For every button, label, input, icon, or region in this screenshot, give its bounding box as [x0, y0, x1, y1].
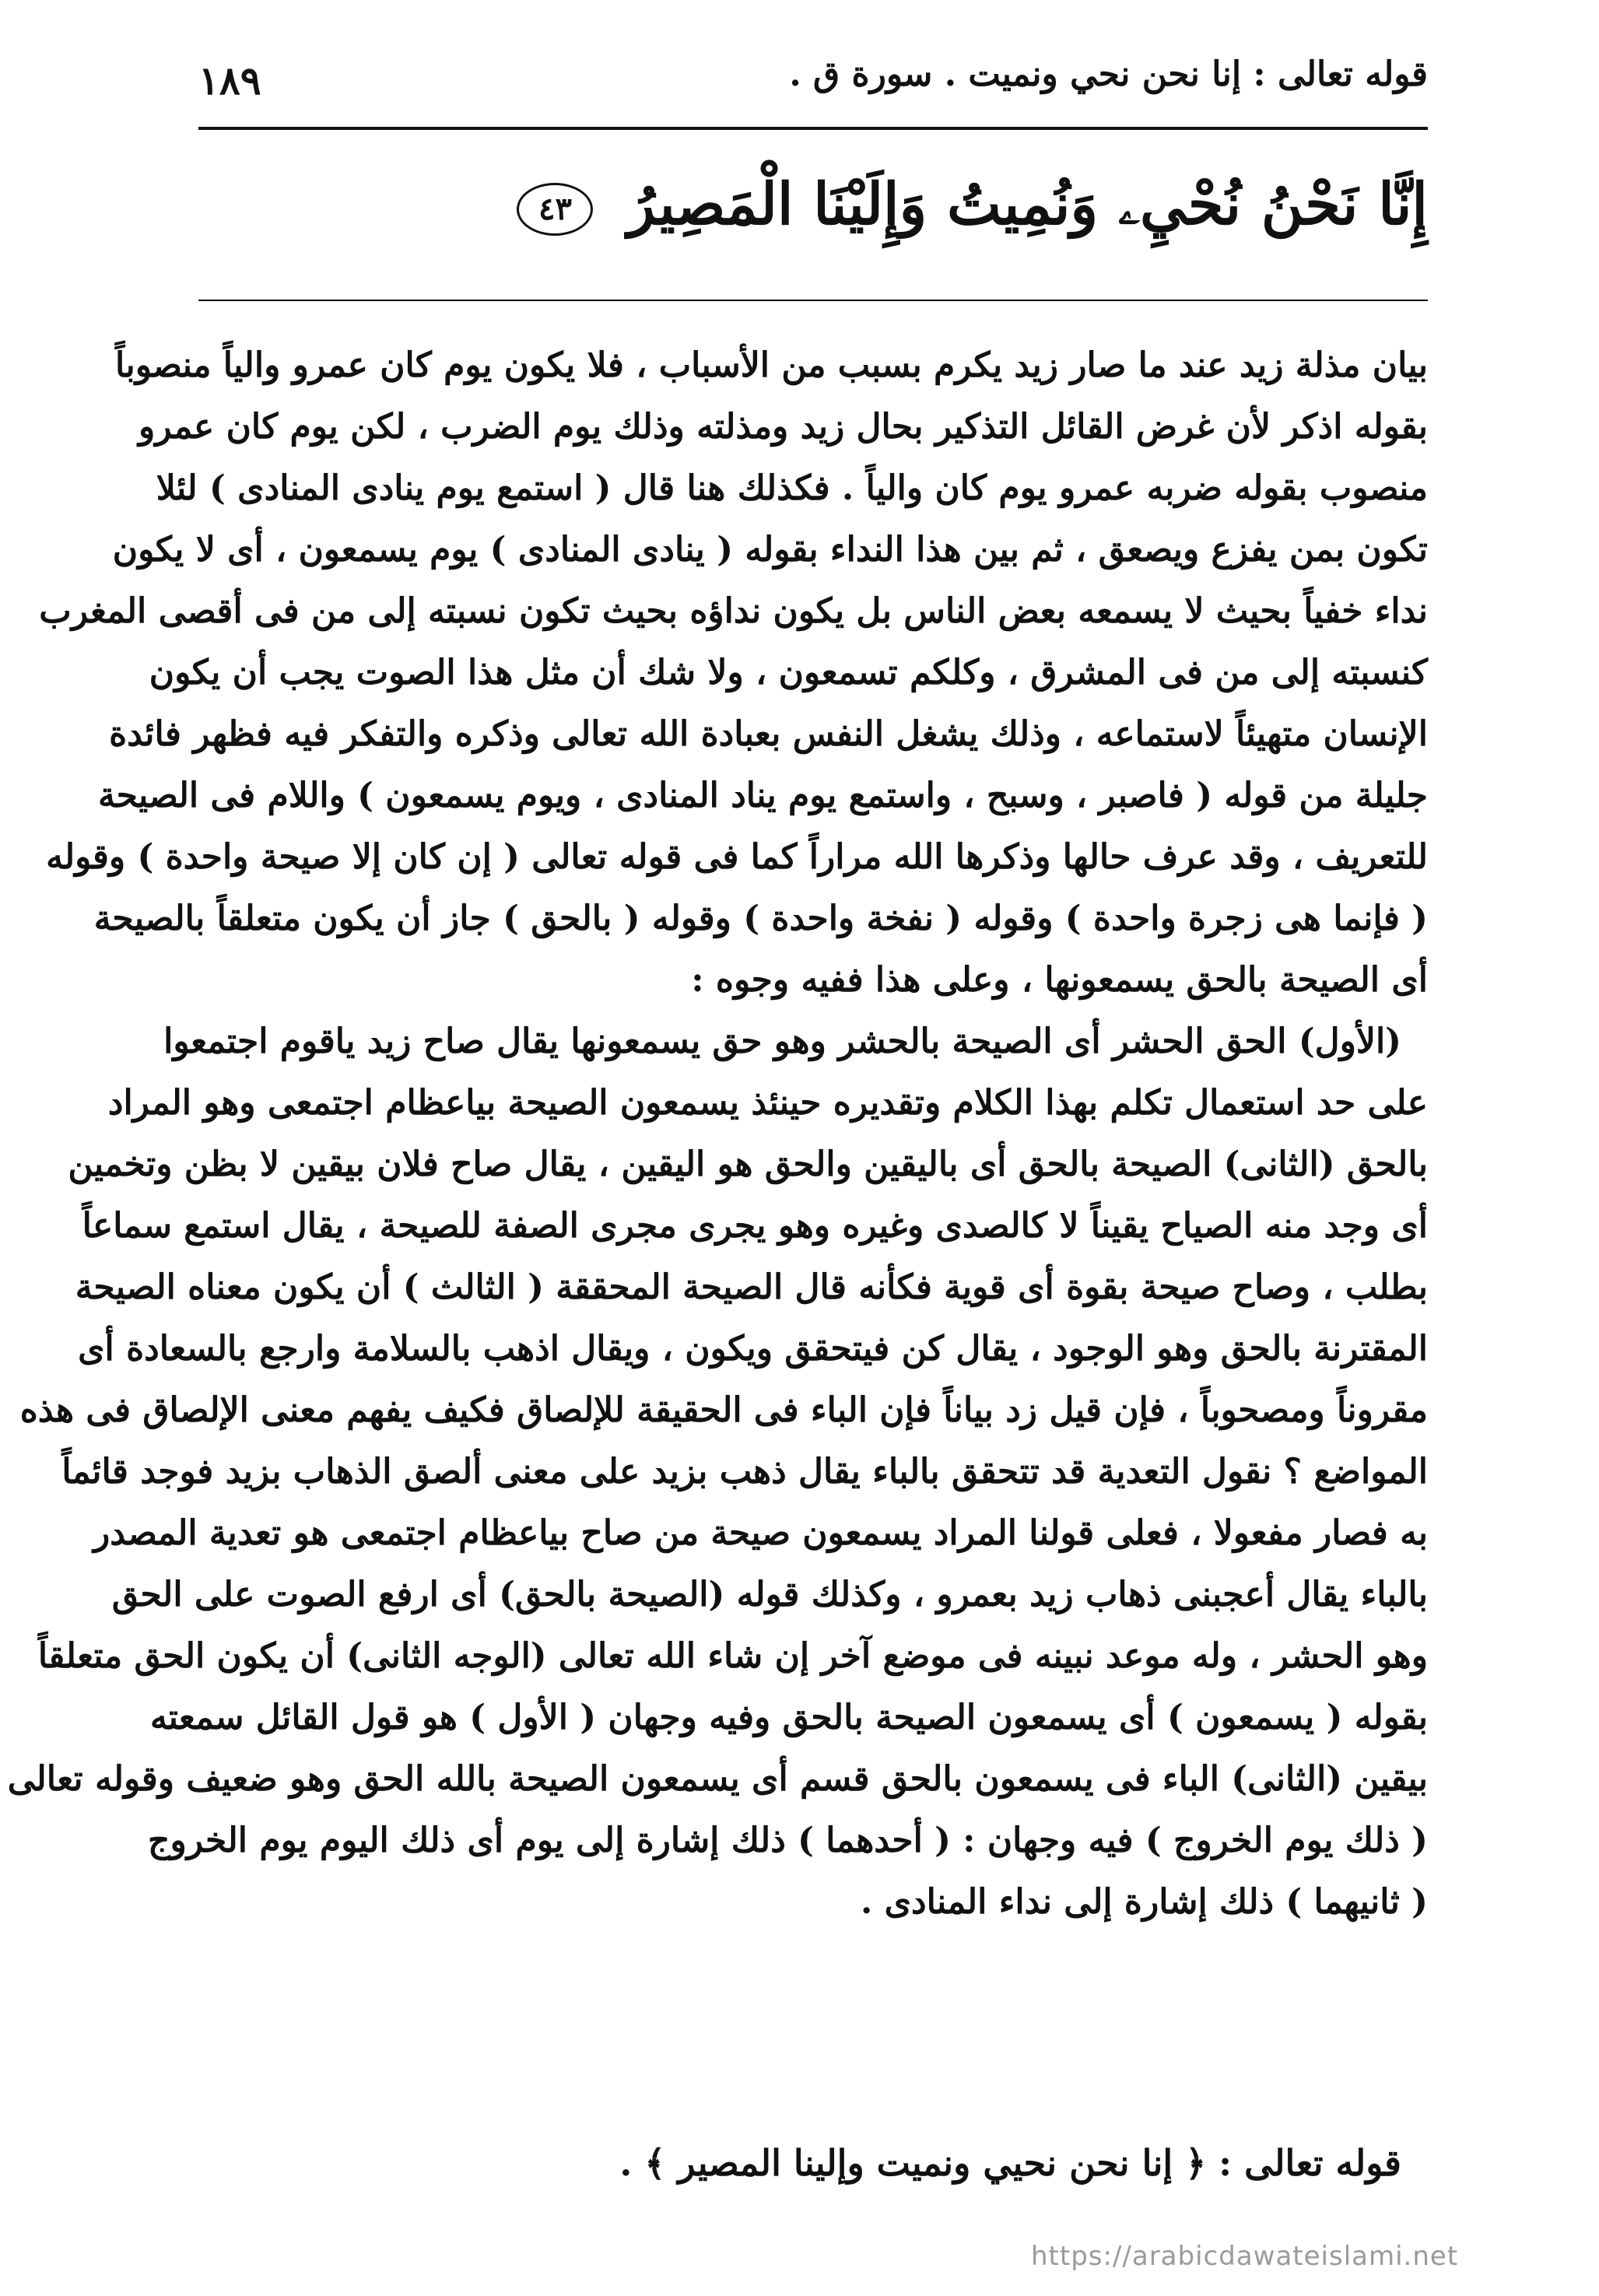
text-line: بيان مذلة زيد عند ما صار زيد يكرم بسبب من الأسباب ، فلا يكون يوم كان عمرو والياً منصوباً [115, 345, 1428, 385]
text-line: أى الصيحة بالحق يسمعونها ، وعلى هذا ففيه وجوه : [691, 960, 1428, 1000]
text-line: نداء خفياً بحيث لا يسمعه بعض الناس بل يكون نداؤه بحيث تكون نسبته إلى من فى أقصى المغرب [39, 591, 1428, 631]
text-line: المقترنة بالحق وهو الوجود ، يقال كن فيتحقق ويكون ، ويقال اذهب بالسلامة وارجع بالسعادة أى [78, 1329, 1428, 1369]
text-line: به فصار مفعولا ، فعلى قولنا المراد يسمعون صيحة من صاح بياعظام اجتمعى هو تعدية المصدر [93, 1513, 1428, 1553]
website-watermark: https://arabicdawateislami.net [1031, 2241, 1459, 2272]
page-number: ١٨٩ [198, 58, 261, 103]
quran-verse [198, 156, 1428, 265]
verse-line [517, 171, 1428, 239]
text-line: الإنسان متهيئاً لاستماعه ، وذلك يشغل النفس بعبادة الله تعالى وذكره والتفكر فيه فظهر فائدة [109, 714, 1428, 754]
verse-text: إِنَّا نَحْنُ نُحْيِۦ وَنُمِيتُ وَإِلَيْنَا الْمَصِيرُ [627, 171, 1428, 238]
page-header [198, 54, 1428, 124]
text-line: وهو الحشر ، وله موعد نبينه فى موضع آخر إن شاء الله تعالى (الوجه الثانى) أن يكون الحق متعلقاً [37, 1636, 1428, 1676]
verse-number-marker: ٤٣ [517, 183, 593, 236]
paragraph-start-line: (الأول) الحق الحشر أى الصيحة بالحشر وهو حق يسمعونها يقال صاح زيد ياقوم اجتمعوا [163, 1022, 1401, 1061]
verse-separator-rule [198, 300, 1428, 301]
text-line: بطلب ، وصاح صيحة بقوة أى قوية فكأنه قال الصيحة المحققة ( الثالث ) أن يكون معناه الصيحة [75, 1267, 1428, 1307]
text-line: على حد استعمال تكلم بهذا الكلام وتقديره حينئذ يسمعون الصيحة بياعظام اجتمعى وهو المراد [107, 1083, 1428, 1123]
running-title: قوله تعالى : إنا نحن نحي ونميت . سورة ق . [789, 54, 1428, 94]
text-line: أى وجد منه الصياح يقيناً لا كالصدى وغيره وهو يجرى مجرى الصفة للصيحة ، يقال استمع سماعاً [82, 1206, 1428, 1246]
text-line: مقروناً ومصحوباً ، فإن قيل زد بياناً فإن الباء فى الحقيقة للإلصاق فكيف يفهم معنى الإلصاق فى هذه [19, 1390, 1428, 1430]
text-line: ( فإنما هى زجرة واحدة ) وقوله ( نفخة واحدة ) وقوله ( بالحق ) جاز أن يكون متعلقاً بالصيحة [93, 899, 1428, 938]
text-line: تكون بمن يفزع ويصعق ، ثم بين هذا النداء بقوله ( ينادى المنادى ) يوم يسمعون ، أى لا يكون [112, 530, 1428, 570]
next-verse-text: قوله تعالى : ﴿ إنا نحن نحيي ونميت وإلينا المصير ﴾ . [619, 2142, 1401, 2184]
text-line: المواضع ؟ نقول التعدية قد تتحقق بالباء يقال ذهب بزيد على معنى ألصق الذهاب بزيد فوجد قائماً [61, 1452, 1428, 1492]
text-line: بيقين (الثانى) الباء فى يسمعون بالحق قسم أى يسمعون الصيحة بالله الحق وهو ضعيف وقوله تعالى [7, 1759, 1428, 1799]
text-line: للتعريف ، وقد عرف حالها وذكرها الله مراراً كما فى قوله تعالى ( إن كان إلا صيحة واحدة ) وقوله [46, 837, 1428, 877]
next-verse-heading [198, 2132, 1428, 2194]
text-line: كنسبته إلى من فى المشرق ، وكلكم تسمعون ، ولا شك أن مثل هذا الصوت يجب أن يكون [149, 653, 1428, 692]
text-line: بقوله اذكر لأن غرض القائل التذكير بحال زيد ومذلته وذلك يوم الضرب ، لكن يوم كان عمرو [139, 407, 1428, 447]
text-line: جليلة من قوله ( فاصبر ، وسبح ، واستمع يوم يناد المنادى ، ويوم يسمعون ) واللام فى الصيحة [98, 776, 1428, 815]
text-line: بقوله ( يسمعون ) أى يسمعون الصيحة بالحق وفيه وجهان ( الأول ) هو قول القائل سمعته [150, 1698, 1428, 1737]
commentary-body [7, 335, 1428, 1933]
text-line: منصوب بقوله ضربه عمرو يوم كان والياً . فكذلك هنا قال ( استمع يوم ينادى المنادى ) لئلا [156, 468, 1428, 508]
text-line: ( ثانيهما ) ذلك إشارة إلى نداء المنادى . [860, 1882, 1428, 1922]
text-line: بالحق (الثانى) الصيحة بالحق أى باليقين والحق هو اليقين ، يقال صاح فلان بيقين لا بظن وتخمين [68, 1144, 1428, 1184]
text-line: بالباء يقال أعجبنى ذهاب زيد بعمرو ، وكذلك قوله (الصيحة بالحق) أى ارفع الصوت على الحق [111, 1575, 1428, 1614]
header-rule [198, 127, 1428, 130]
text-line: ( ذلك يوم الخروج ) فيه وجهان : ( أحدهما ) ذلك إشارة إلى يوم أى ذلك اليوم يوم الخروج [148, 1821, 1428, 1860]
